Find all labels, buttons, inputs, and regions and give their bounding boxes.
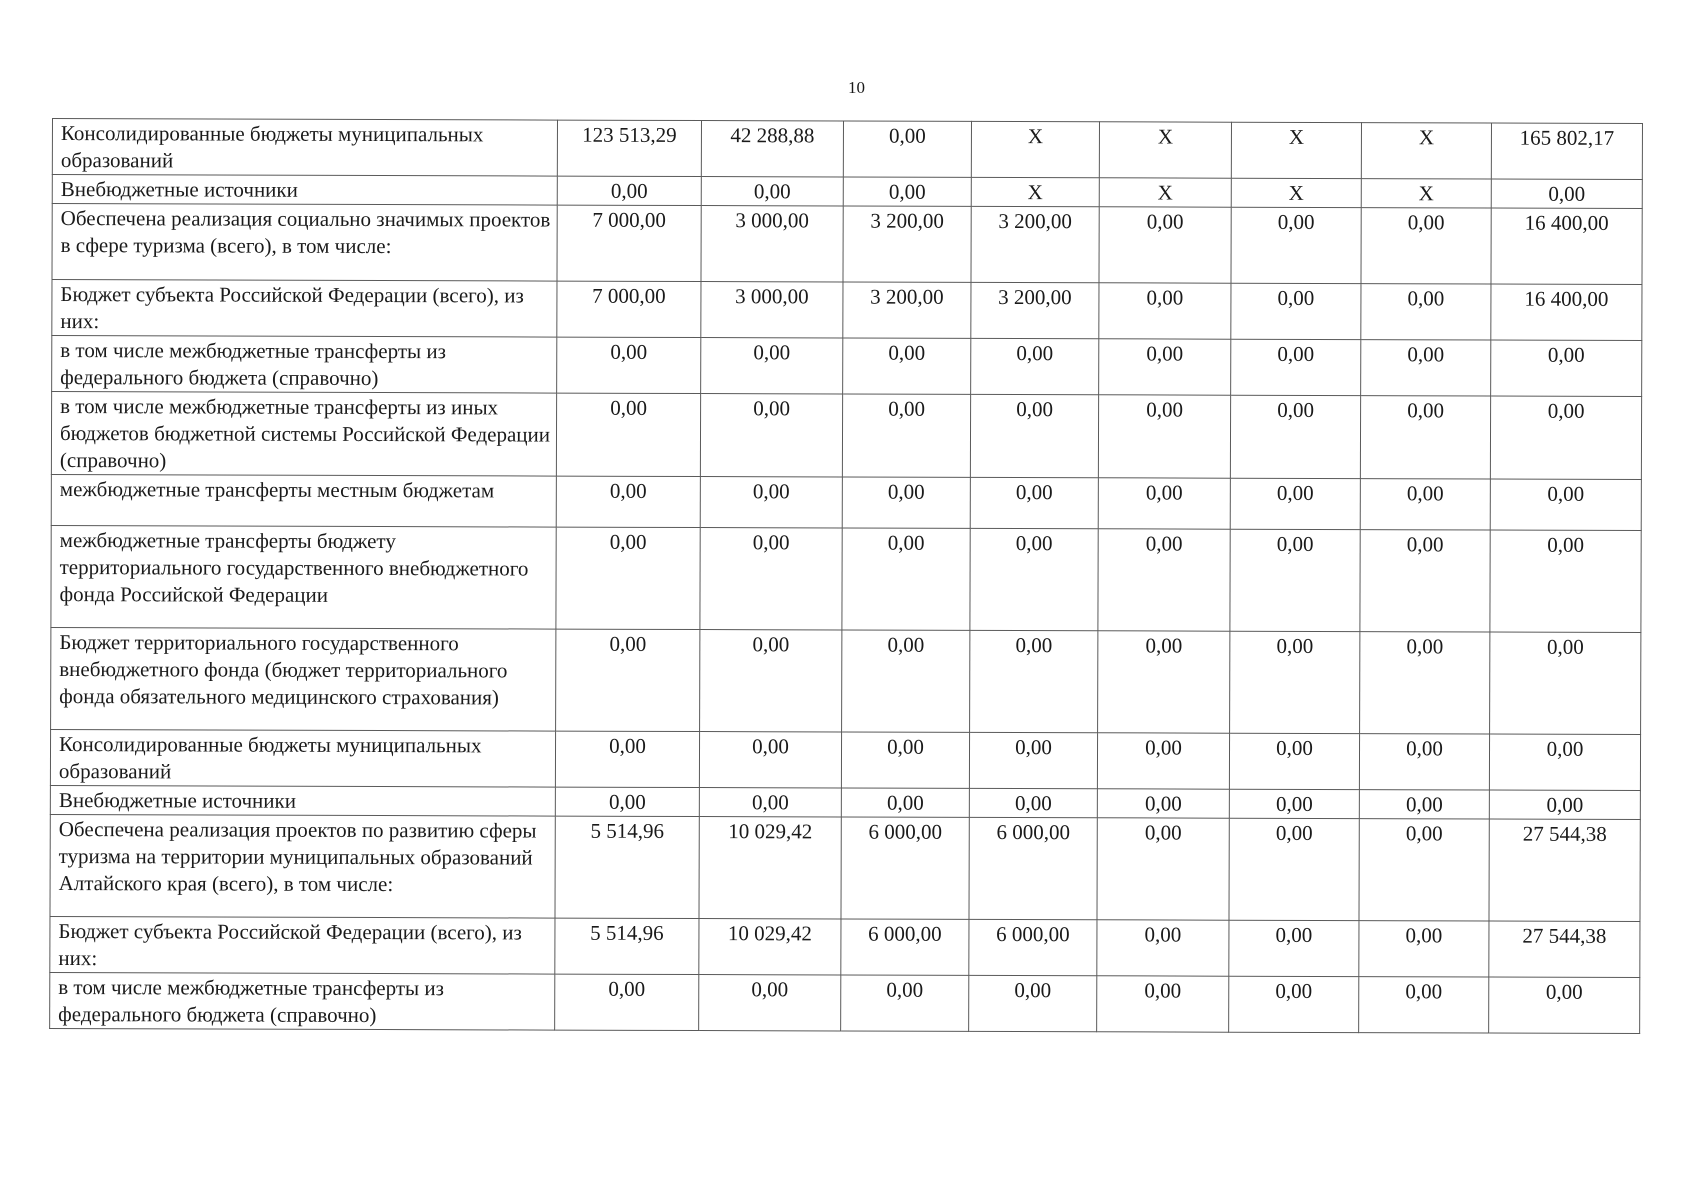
value-cell: 165 802,17 xyxy=(1491,123,1642,179)
value-cell: 0,00 xyxy=(1229,818,1359,920)
table-row xyxy=(52,280,1642,341)
table-row xyxy=(52,175,1642,209)
row-label: межбюджетные трансферты бюджету территориального государственного внебюджетного фонда Российской Федерации xyxy=(51,525,556,629)
table-row xyxy=(50,785,1640,819)
value-cell: 0,00 xyxy=(841,788,969,817)
value-cell: 0,00 xyxy=(1229,789,1359,818)
value-cell: 0,00 xyxy=(843,121,971,177)
value-cell: 6 000,00 xyxy=(969,817,1097,919)
row-label: Консолидированные бюджеты муниципальных образований xyxy=(52,119,557,177)
value-cell: 0,00 xyxy=(555,731,699,787)
value-cell: 0,00 xyxy=(1360,396,1490,479)
row-label: Внебюджетные источники xyxy=(50,785,555,816)
value-cell: 27 544,38 xyxy=(1489,921,1640,977)
value-cell: 0,00 xyxy=(1359,790,1489,819)
value-cell: 0,00 xyxy=(1359,819,1489,921)
value-cell: 0,00 xyxy=(1229,920,1359,976)
table-row xyxy=(51,627,1641,734)
value-cell: 0,00 xyxy=(1231,339,1361,395)
value-cell: 0,00 xyxy=(1360,530,1490,632)
value-cell: 0,00 xyxy=(699,732,841,788)
value-cell: 0,00 xyxy=(1231,207,1361,283)
value-cell: 0,00 xyxy=(970,630,1098,732)
value-cell: 0,00 xyxy=(1359,921,1489,977)
value-cell: 10 029,42 xyxy=(699,919,841,975)
value-cell: 0,00 xyxy=(1098,478,1230,529)
value-cell: 0,00 xyxy=(970,528,1098,630)
value-cell: 0,00 xyxy=(1361,284,1491,340)
value-cell: 0,00 xyxy=(1490,396,1641,479)
row-label: в том числе межбюджетные трансферты из федерального бюджета (справочно) xyxy=(50,972,555,1030)
value-cell: 5 514,96 xyxy=(555,816,699,918)
value-cell: Х xyxy=(1099,122,1231,178)
value-cell: 6 000,00 xyxy=(969,919,1097,975)
value-cell: 5 514,96 xyxy=(555,918,699,974)
value-cell: Х xyxy=(971,121,1099,177)
row-label: Консолидированные бюджеты муниципальных образований xyxy=(50,729,555,787)
value-cell: 0,00 xyxy=(1099,283,1231,339)
value-cell: 0,00 xyxy=(1491,340,1642,396)
value-cell: 0,00 xyxy=(969,732,1097,788)
value-cell: 0,00 xyxy=(556,527,700,629)
table-row xyxy=(51,525,1641,632)
row-label: Бюджет субъекта Российской Федерации (всего), из них: xyxy=(52,280,557,338)
value-cell: 0,00 xyxy=(1229,976,1359,1032)
value-cell: 0,00 xyxy=(1097,733,1229,789)
value-cell: 0,00 xyxy=(1098,395,1230,478)
value-cell: 0,00 xyxy=(700,630,842,732)
table-row xyxy=(51,392,1641,480)
value-cell: 0,00 xyxy=(969,788,1097,817)
value-cell: 0,00 xyxy=(1229,733,1359,789)
value-cell: 0,00 xyxy=(970,477,1098,528)
value-cell: 6 000,00 xyxy=(841,919,969,975)
page-number: 10 xyxy=(848,78,865,97)
table-row xyxy=(51,474,1641,530)
value-cell: 0,00 xyxy=(1489,977,1640,1033)
value-cell: 0,00 xyxy=(842,528,970,630)
value-cell: 0,00 xyxy=(842,477,970,528)
value-cell: 0,00 xyxy=(1098,529,1230,631)
value-cell: 0,00 xyxy=(701,338,843,394)
value-cell: 3 200,00 xyxy=(971,206,1099,282)
value-cell: 42 288,88 xyxy=(701,121,843,177)
value-cell: 0,00 xyxy=(1490,632,1641,734)
value-cell: Х xyxy=(1099,178,1231,207)
value-cell: 0,00 xyxy=(1230,478,1360,529)
value-cell: 0,00 xyxy=(700,394,842,477)
value-cell: 0,00 xyxy=(1360,632,1490,734)
row-label: в том числе межбюджетные трансферты из иных бюджетов бюджетной системы Российской Федерации (справочно) xyxy=(51,392,556,477)
value-cell: Х xyxy=(1231,178,1361,207)
value-cell: 0,00 xyxy=(701,177,843,206)
value-cell: 0,00 xyxy=(699,788,841,817)
value-cell: 0,00 xyxy=(1230,529,1360,631)
value-cell: 0,00 xyxy=(1099,207,1231,283)
row-label: межбюджетные трансферты местным бюджетам xyxy=(51,474,556,527)
value-cell: 0,00 xyxy=(841,732,969,788)
value-cell: 0,00 xyxy=(1099,339,1231,395)
value-cell: 123 513,29 xyxy=(557,120,701,176)
value-cell: 0,00 xyxy=(700,528,842,630)
row-label: Бюджет субъекта Российской Федерации (всего), из них: xyxy=(50,916,555,974)
value-cell: 0,00 xyxy=(1359,977,1489,1033)
value-cell: 0,00 xyxy=(1361,340,1491,396)
value-cell: 0,00 xyxy=(1490,530,1641,632)
value-cell: 3 000,00 xyxy=(701,206,843,282)
value-cell: 0,00 xyxy=(1491,179,1642,208)
value-cell: 0,00 xyxy=(555,787,699,816)
value-cell: 0,00 xyxy=(1097,789,1229,818)
table-row xyxy=(50,729,1640,790)
table-row xyxy=(50,814,1640,921)
value-cell: 0,00 xyxy=(557,176,701,205)
value-cell: 0,00 xyxy=(1231,283,1361,339)
value-cell: 0,00 xyxy=(842,630,970,732)
row-label: Обеспечена реализация социально значимых проектов в сфере туризма (всего), в том числе: xyxy=(52,204,557,282)
value-cell: 0,00 xyxy=(1490,479,1641,530)
value-cell: 0,00 xyxy=(971,338,1099,394)
value-cell: Х xyxy=(971,177,1099,206)
value-cell: Х xyxy=(1361,179,1491,208)
row-label: Бюджет территориального государственного внебюджетного фонда (бюджет территориального фонда обязательного медицинского страхования) xyxy=(51,627,556,731)
value-cell: 0,00 xyxy=(1230,395,1360,478)
value-cell: 0,00 xyxy=(556,393,700,476)
value-cell: 6 000,00 xyxy=(841,817,969,919)
table-row xyxy=(52,119,1642,180)
value-cell: 0,00 xyxy=(842,394,970,477)
value-cell: 0,00 xyxy=(1097,920,1229,976)
value-cell: 0,00 xyxy=(1361,208,1491,284)
value-cell: 0,00 xyxy=(557,337,701,393)
value-cell: 0,00 xyxy=(556,476,700,527)
value-cell: 3 000,00 xyxy=(701,282,843,338)
value-cell: 3 200,00 xyxy=(843,206,971,282)
value-cell: 0,00 xyxy=(1097,976,1229,1032)
value-cell: 0,00 xyxy=(699,975,841,1031)
value-cell: 16 400,00 xyxy=(1491,284,1642,340)
value-cell: 7 000,00 xyxy=(557,205,701,281)
value-cell: 3 200,00 xyxy=(843,282,971,338)
value-cell: Х xyxy=(1231,122,1361,178)
value-cell: 0,00 xyxy=(1097,818,1229,920)
value-cell: 0,00 xyxy=(700,477,842,528)
value-cell: 16 400,00 xyxy=(1491,208,1642,284)
value-cell: 27 544,38 xyxy=(1489,819,1640,921)
value-cell: 10 029,42 xyxy=(699,817,841,919)
value-cell: 7 000,00 xyxy=(557,281,701,337)
value-cell: 0,00 xyxy=(969,975,1097,1031)
value-cell: 0,00 xyxy=(843,177,971,206)
table-row xyxy=(50,972,1640,1033)
row-label: Обеспечена реализация проектов по развитию сферы туризма на территории муниципальных образований Алтайского края (всего), в том числе: xyxy=(50,814,555,918)
value-cell: 3 200,00 xyxy=(971,282,1099,338)
value-cell: 0,00 xyxy=(556,629,700,731)
budget-table xyxy=(49,118,1643,1034)
table-row xyxy=(52,336,1642,397)
value-cell: 0,00 xyxy=(1489,734,1640,790)
value-cell: 0,00 xyxy=(843,338,971,394)
table-row xyxy=(52,204,1642,285)
table-row xyxy=(50,916,1640,977)
row-label: в том числе межбюджетные трансферты из федерального бюджета (справочно) xyxy=(52,336,557,394)
row-label: Внебюджетные источники xyxy=(52,175,557,206)
value-cell: 0,00 xyxy=(555,974,699,1030)
value-cell: 0,00 xyxy=(1230,631,1360,733)
value-cell: 0,00 xyxy=(970,394,1098,477)
value-cell: 0,00 xyxy=(1360,479,1490,530)
value-cell: 0,00 xyxy=(1359,734,1489,790)
value-cell: Х xyxy=(1361,123,1491,179)
value-cell: 0,00 xyxy=(1489,790,1640,819)
table-body xyxy=(50,119,1643,1034)
value-cell: 0,00 xyxy=(1098,631,1230,733)
value-cell: 0,00 xyxy=(841,975,969,1031)
